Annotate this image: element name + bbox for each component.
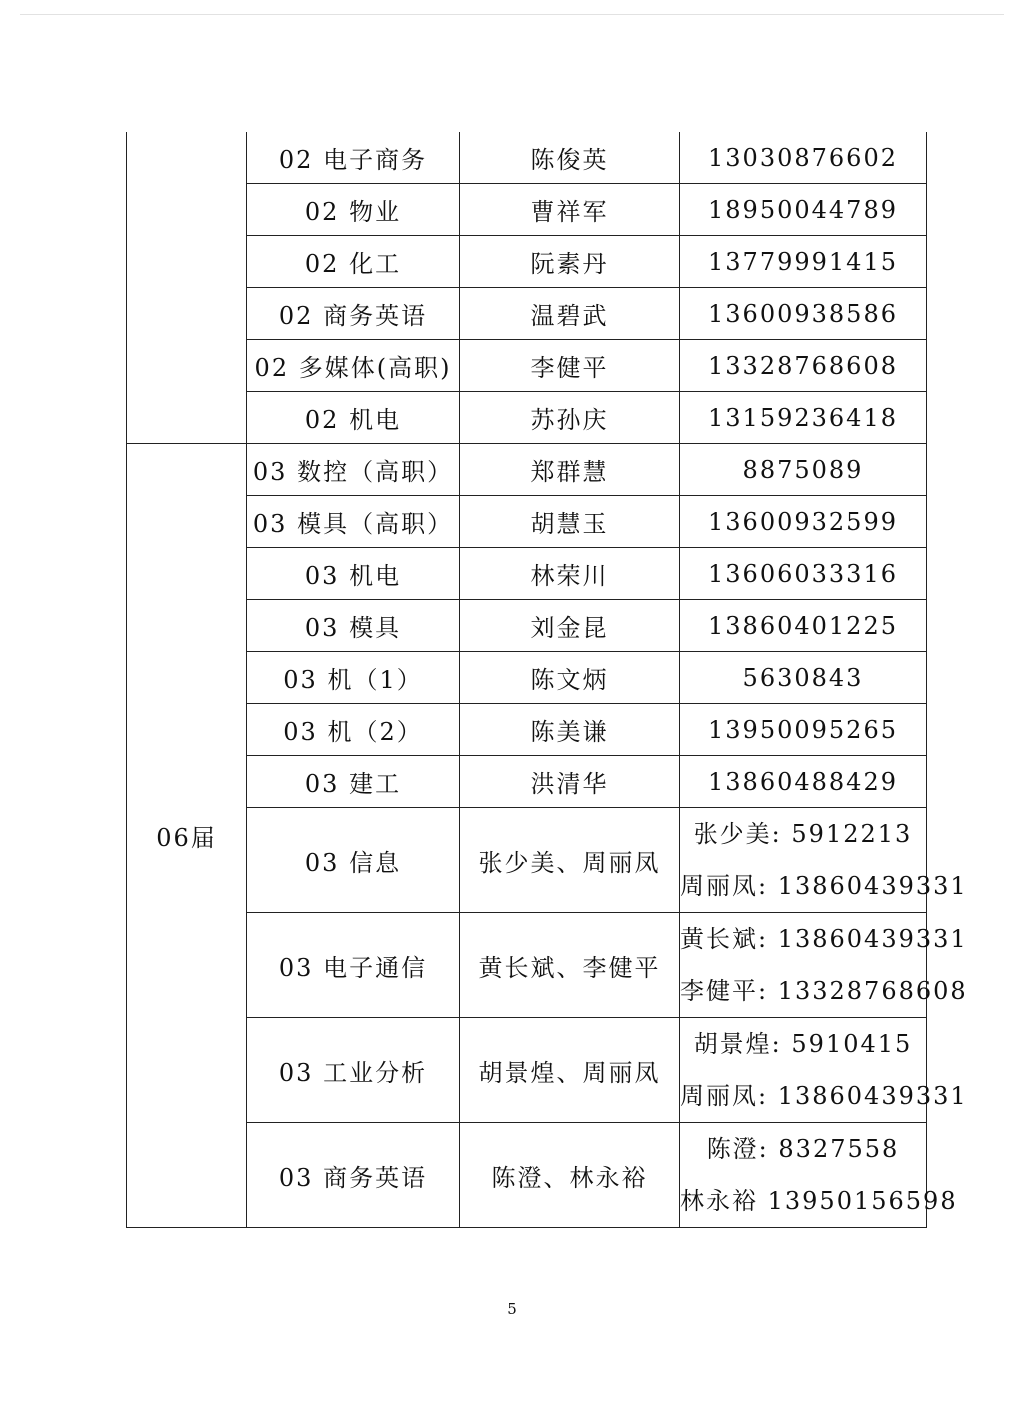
teacher-cell: 李健平 — [460, 340, 680, 392]
table-row — [127, 288, 927, 340]
class-name-cell: 03 商务英语 — [247, 1123, 460, 1228]
class-name-cell: 02 商务英语 — [247, 288, 460, 340]
teacher-cell: 胡慧玉 — [460, 496, 680, 548]
table-row — [127, 808, 927, 913]
teacher-cell: 温碧武 — [460, 288, 680, 340]
phone-line: 黄长斌: 13860439331 — [680, 925, 968, 953]
teacher-cell: 陈澄、林永裕 — [460, 1123, 680, 1228]
phone-cell: 18950044789 — [680, 184, 927, 236]
class-name-cell: 02 机电 — [247, 392, 460, 444]
phone-list-cell — [680, 913, 968, 1018]
phone-cell: 13950095265 — [680, 704, 927, 756]
phone-line: 林永裕 13950156598 — [680, 1187, 958, 1215]
phone-list-cell — [680, 808, 968, 913]
class-name-cell: 03 模具（高职） — [247, 496, 460, 548]
teacher-cell: 胡景煌、周丽凤 — [460, 1018, 680, 1123]
table-row — [127, 184, 927, 236]
teacher-cell: 陈俊英 — [460, 132, 680, 184]
table-row — [127, 652, 927, 704]
phone-list-cell — [680, 1018, 968, 1123]
class-name-cell: 03 电子通信 — [247, 913, 460, 1018]
table-row — [127, 496, 927, 548]
table-row — [127, 913, 927, 1018]
teacher-cell: 曹祥军 — [460, 184, 680, 236]
teacher-cell: 陈文炳 — [460, 652, 680, 704]
class-name-cell: 02 电子商务 — [247, 132, 460, 184]
table-row — [127, 444, 927, 496]
phone-cell: 13860488429 — [680, 756, 927, 808]
phone-cell: 13779991415 — [680, 236, 927, 288]
table-row — [127, 340, 927, 392]
class-name-cell: 03 建工 — [247, 756, 460, 808]
phone-list-cell — [680, 1123, 958, 1228]
table-row — [127, 756, 927, 808]
teacher-cell: 刘金昆 — [460, 600, 680, 652]
teacher-cell: 陈美谦 — [460, 704, 680, 756]
class-name-cell: 03 机电 — [247, 548, 460, 600]
phone-cell: 8875089 — [680, 444, 927, 496]
phone-line: 陈澄: 8327558 — [706, 1135, 900, 1163]
phone-cell: 5630843 — [680, 652, 927, 704]
table-row — [127, 236, 927, 288]
teacher-cell: 阮素丹 — [460, 236, 680, 288]
phone-cell: 13159236418 — [680, 392, 927, 444]
teacher-cell: 张少美、周丽凤 — [460, 808, 680, 913]
table-row — [127, 1018, 927, 1123]
cohort-cell-06: 06届 — [127, 444, 247, 1228]
class-name-cell: 02 物业 — [247, 184, 460, 236]
teacher-cell: 林荣川 — [460, 548, 680, 600]
scan-edge-line — [20, 14, 1004, 15]
teacher-cell: 洪清华 — [460, 756, 680, 808]
phone-line: 李健平: 13328768608 — [680, 977, 968, 1005]
class-name-cell: 03 模具 — [247, 600, 460, 652]
class-contact-table — [126, 132, 968, 1228]
class-name-cell: 02 化工 — [247, 236, 460, 288]
table-row — [127, 548, 927, 600]
phone-cell: 13600938586 — [680, 288, 927, 340]
page-number: 5 — [507, 1300, 517, 1318]
table-row — [127, 1123, 927, 1228]
cohort-cell-prev — [127, 132, 247, 444]
class-name-cell: 02 多媒体(高职) — [247, 340, 460, 392]
teacher-cell: 郑群慧 — [460, 444, 680, 496]
phone-line: 张少美: 5912213 — [693, 820, 913, 848]
class-name-cell: 03 机（2） — [247, 704, 460, 756]
phone-cell: 13030876602 — [680, 132, 927, 184]
class-name-cell: 03 数控（高职） — [247, 444, 460, 496]
table-row — [127, 704, 927, 756]
phone-line: 周丽凤: 13860439331 — [680, 1082, 968, 1110]
table-row — [127, 392, 927, 444]
phone-cell: 13328768608 — [680, 340, 927, 392]
phone-cell: 13860401225 — [680, 600, 927, 652]
phone-cell: 13600932599 — [680, 496, 927, 548]
teacher-cell: 黄长斌、李健平 — [460, 913, 680, 1018]
table-row — [127, 132, 927, 184]
class-name-cell: 03 工业分析 — [247, 1018, 460, 1123]
phone-line: 胡景煌: 5910415 — [693, 1030, 913, 1058]
phone-line: 周丽凤: 13860439331 — [680, 872, 968, 900]
class-name-cell: 03 信息 — [247, 808, 460, 913]
table-row — [127, 600, 927, 652]
phone-cell: 13606033316 — [680, 548, 927, 600]
teacher-cell: 苏孙庆 — [460, 392, 680, 444]
class-name-cell: 03 机（1） — [247, 652, 460, 704]
